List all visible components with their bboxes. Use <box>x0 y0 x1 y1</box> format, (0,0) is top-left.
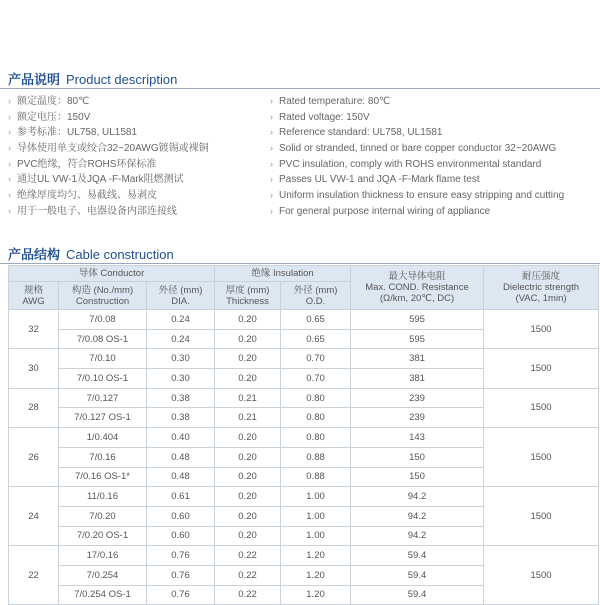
construction-table <box>8 265 599 605</box>
resistance-cell: 381 <box>351 369 484 389</box>
header-awg-en: AWG <box>22 295 45 307</box>
chevron-right-icon: › <box>270 174 273 185</box>
header-resistance-cn: 最大导体电阻 <box>388 271 446 282</box>
resistance-cell: 59.4 <box>351 546 484 566</box>
od-cell: 0.80 <box>281 408 351 428</box>
dia-cell: 0.76 <box>147 585 215 605</box>
description-item-text: 参考标准：UL758, UL1581 <box>17 127 138 139</box>
header-construction <box>59 282 147 310</box>
description-item-text: Rated temperature: 80℃ <box>279 96 391 107</box>
description-item-text: 用于一般电子、电器设备内部连接线 <box>17 205 177 217</box>
construction-cell: 7/0.08 <box>59 310 147 330</box>
description-divider <box>0 88 600 89</box>
dia-cell: 0.60 <box>147 526 215 546</box>
construction-cell: 7/0.10 OS-1 <box>59 369 147 389</box>
dielectric-cell: 1500 <box>484 310 599 349</box>
chevron-right-icon: › <box>8 96 11 106</box>
awg-cell: 24 <box>9 487 59 546</box>
dia-cell: 0.60 <box>147 506 215 526</box>
header-dia-en: DIA. <box>171 295 190 307</box>
header-thickness-en: Thickness <box>226 295 269 307</box>
dia-cell: 0.40 <box>147 428 215 448</box>
description-item <box>270 110 600 126</box>
thickness-cell: 0.22 <box>215 585 281 605</box>
thickness-cell: 0.20 <box>215 369 281 389</box>
header-awg-cn: 规格 <box>23 284 43 296</box>
description-item-text: PVC绝缘，符合ROHS环保标准 <box>17 158 157 170</box>
description-item <box>8 125 268 141</box>
construction-cell: 7/0.08 OS-1 <box>59 329 147 349</box>
description-item <box>8 204 268 220</box>
description-item-text: Reference standard: UL758, UL1581 <box>279 127 443 139</box>
header-awg <box>9 282 59 310</box>
dia-cell: 0.24 <box>147 329 215 349</box>
chevron-right-icon: › <box>8 158 11 169</box>
header-thickness-cn: 厚度 (mm) <box>225 284 270 296</box>
table-row <box>9 388 599 408</box>
resistance-cell: 239 <box>351 388 484 408</box>
awg-cell: 30 <box>9 349 59 388</box>
description-item-text: 额定电压：150V <box>17 111 91 123</box>
description-item <box>270 125 600 141</box>
header-dia <box>147 282 215 310</box>
resistance-cell: 150 <box>351 467 484 487</box>
chevron-right-icon: › <box>270 190 273 201</box>
thickness-cell: 0.20 <box>215 467 281 487</box>
description-list-cn <box>8 94 268 220</box>
dielectric-cell: 1500 <box>484 349 599 388</box>
description-item-text: PVC insulation, comply with ROHS environmental standard <box>279 158 542 170</box>
resistance-cell: 94.2 <box>351 506 484 526</box>
od-cell: 1.20 <box>281 585 351 605</box>
od-cell: 1.20 <box>281 546 351 566</box>
header-dielectric <box>484 266 599 310</box>
construction-cell: 7/0.10 <box>59 349 147 369</box>
header-construction-en: Construction <box>75 295 130 307</box>
header-resistance <box>351 266 484 310</box>
chevron-right-icon: › <box>8 190 11 201</box>
construction-table-body <box>9 310 599 605</box>
construction-section-title <box>8 244 174 263</box>
description-item-text: 额定温度：80℃ <box>17 96 90 107</box>
thickness-cell: 0.20 <box>215 310 281 330</box>
thickness-cell: 0.20 <box>215 349 281 369</box>
description-item <box>8 94 268 110</box>
description-section-title <box>8 69 177 88</box>
resistance-cell: 595 <box>351 310 484 330</box>
table-row <box>9 428 599 448</box>
construction-cell: 7/0.16 OS-1* <box>59 467 147 487</box>
thickness-cell: 0.21 <box>215 408 281 428</box>
thickness-cell: 0.22 <box>215 565 281 585</box>
table-row <box>9 546 599 566</box>
od-cell: 0.88 <box>281 447 351 467</box>
awg-cell: 28 <box>9 388 59 427</box>
thickness-cell: 0.20 <box>215 447 281 467</box>
resistance-cell: 239 <box>351 408 484 428</box>
chevron-right-icon: › <box>270 111 273 122</box>
header-od-cn: 外径 (mm) <box>293 284 338 296</box>
construction-cell: 7/0.127 OS-1 <box>59 408 147 428</box>
description-item-text: Solid or stranded, tinned or bare copper conductor 32~20AWG <box>279 143 557 155</box>
od-cell: 1.20 <box>281 565 351 585</box>
table-row <box>9 349 599 369</box>
description-title-en: Product description <box>66 72 178 87</box>
header-dielectric-cn: 耐压强度 <box>522 271 561 282</box>
description-item <box>8 172 268 188</box>
resistance-cell: 59.4 <box>351 565 484 585</box>
description-list-en <box>270 94 600 220</box>
dielectric-cell: 1500 <box>484 388 599 427</box>
chevron-right-icon: › <box>8 127 11 138</box>
thickness-cell: 0.20 <box>215 487 281 507</box>
dia-cell: 0.38 <box>147 388 215 408</box>
description-item <box>8 157 268 173</box>
chevron-right-icon: › <box>270 143 273 154</box>
dielectric-cell: 1500 <box>484 546 599 605</box>
awg-cell: 32 <box>9 310 59 349</box>
od-cell: 1.00 <box>281 526 351 546</box>
chevron-right-icon: › <box>8 174 11 185</box>
resistance-cell: 143 <box>351 428 484 448</box>
dia-cell: 0.76 <box>147 546 215 566</box>
description-item <box>270 141 600 157</box>
description-item <box>8 188 268 204</box>
description-item-text: Rated voltage: 150V <box>279 111 370 123</box>
od-cell: 0.65 <box>281 329 351 349</box>
thickness-cell: 0.21 <box>215 388 281 408</box>
chevron-right-icon: › <box>8 111 11 122</box>
chevron-right-icon: › <box>270 205 273 216</box>
chevron-right-icon: › <box>8 205 11 216</box>
chevron-right-icon: › <box>270 158 273 169</box>
construction-cell: 7/0.16 <box>59 447 147 467</box>
dielectric-cell: 1500 <box>484 428 599 487</box>
od-cell: 0.70 <box>281 349 351 369</box>
construction-title-cn: 产品结构 <box>8 247 61 262</box>
description-item <box>8 110 268 126</box>
construction-cell: 11/0.16 <box>59 487 147 507</box>
od-cell: 0.80 <box>281 428 351 448</box>
header-resistance-en: Max. COND. Resistance <box>365 282 469 293</box>
awg-cell: 26 <box>9 428 59 487</box>
chevron-right-icon: › <box>270 96 273 106</box>
dia-cell: 0.30 <box>147 349 215 369</box>
table-row <box>9 310 599 330</box>
dia-cell: 0.24 <box>147 310 215 330</box>
construction-cell: 7/0.254 OS-1 <box>59 585 147 605</box>
description-item <box>270 94 600 110</box>
table-row <box>9 487 599 507</box>
thickness-cell: 0.20 <box>215 506 281 526</box>
od-cell: 1.00 <box>281 506 351 526</box>
header-dielectric-en: Dielectric strength <box>503 282 580 293</box>
resistance-cell: 381 <box>351 349 484 369</box>
dia-cell: 0.30 <box>147 369 215 389</box>
header-construction-cn: 构造 (No./mm) <box>71 284 134 296</box>
construction-cell: 7/0.20 <box>59 506 147 526</box>
construction-cell: 7/0.127 <box>59 388 147 408</box>
construction-cell: 17/0.16 <box>59 546 147 566</box>
od-cell: 0.80 <box>281 388 351 408</box>
header-dia-cn: 外径 (mm) <box>158 284 203 296</box>
chevron-right-icon: › <box>270 127 273 138</box>
description-item <box>270 204 600 220</box>
header-thickness <box>215 282 281 310</box>
construction-cell: 7/0.254 <box>59 565 147 585</box>
construction-cell: 1/0.404 <box>59 428 147 448</box>
description-title-cn: 产品说明 <box>8 72 61 87</box>
resistance-cell: 595 <box>351 329 484 349</box>
dielectric-cell: 1500 <box>484 487 599 546</box>
dia-cell: 0.48 <box>147 467 215 487</box>
header-insulation: 绝缘 Insulation <box>215 266 351 282</box>
description-item <box>270 188 600 204</box>
chevron-right-icon: › <box>8 143 11 154</box>
od-cell: 0.65 <box>281 310 351 330</box>
dia-cell: 0.76 <box>147 565 215 585</box>
thickness-cell: 0.20 <box>215 428 281 448</box>
construction-divider <box>0 263 600 264</box>
header-dielectric-unit: (VAC, 1min) <box>515 293 567 304</box>
header-od <box>281 282 351 310</box>
thickness-cell: 0.22 <box>215 546 281 566</box>
od-cell: 1.00 <box>281 487 351 507</box>
description-item-text: For general purpose internal wiring of appliance <box>279 205 491 217</box>
resistance-cell: 94.2 <box>351 526 484 546</box>
description-item-text: Passes UL VW-1 and JQA -F-Mark flame test <box>279 174 480 186</box>
od-cell: 0.70 <box>281 369 351 389</box>
description-item-text: 导体使用单支或绞合32~20AWG镀锡或裸铜 <box>17 143 209 155</box>
description-item-text: 绝缘厚度均匀、易截线、易剥皮 <box>17 190 157 202</box>
dia-cell: 0.61 <box>147 487 215 507</box>
description-item <box>270 172 600 188</box>
description-item <box>270 157 600 173</box>
resistance-cell: 59.4 <box>351 585 484 605</box>
description-item-text: 通过UL VW-1及JQA -F-Mark阻燃测试 <box>17 174 184 186</box>
thickness-cell: 0.20 <box>215 329 281 349</box>
thickness-cell: 0.20 <box>215 526 281 546</box>
dia-cell: 0.48 <box>147 447 215 467</box>
construction-title-en: Cable construction <box>66 247 174 262</box>
description-item-text: Uniform insulation thickness to ensure easy stripping and cutting <box>279 190 565 202</box>
header-resistance-unit: (Ω/km, 20℃, DC) <box>379 293 455 304</box>
description-item <box>8 141 268 157</box>
construction-cell: 7/0.20 OS-1 <box>59 526 147 546</box>
od-cell: 0.88 <box>281 467 351 487</box>
dia-cell: 0.38 <box>147 408 215 428</box>
resistance-cell: 150 <box>351 447 484 467</box>
awg-cell: 22 <box>9 546 59 605</box>
header-conductor: 导体 Conductor <box>9 266 215 282</box>
resistance-cell: 94.2 <box>351 487 484 507</box>
header-od-en: O.D. <box>305 295 326 307</box>
